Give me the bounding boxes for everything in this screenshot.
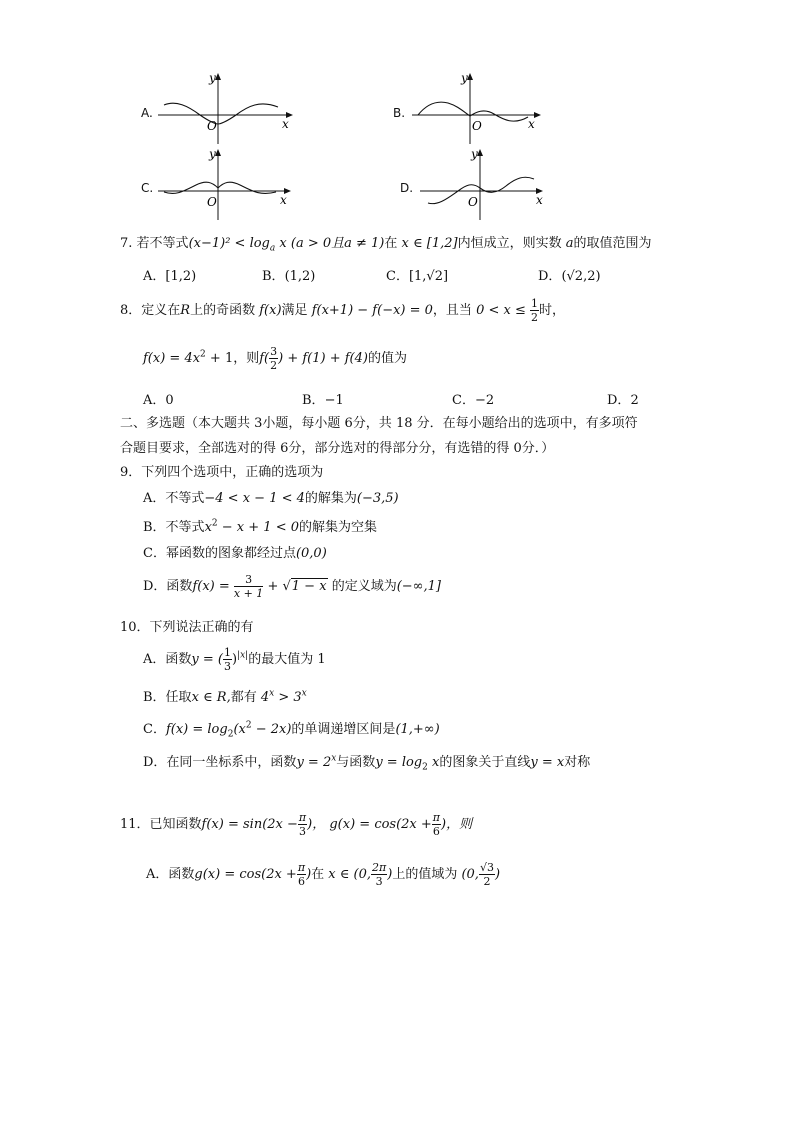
question-11-stem: 11．已知函数f(x) = sin(2x − $\frac{\pi}{3}$ )， g(x) = cos(2x + $\frac{\pi}{6}$ )，则 <box>120 811 473 838</box>
axis-y-label: y <box>461 72 468 85</box>
fraction-one-third: $\frac{1}{3}$ <box>223 646 231 673</box>
axis-x-label: x <box>528 117 535 131</box>
question-10-option-c[interactable]: C．$f(x) = \log_2(x^2 - 2x)$的单调递增区间是(1,+∞) <box>143 720 440 740</box>
question-10-option-a[interactable]: A．函数y = ( $\frac{1}{3}$ )$^{|x|}$的最大值为 1 <box>143 646 326 673</box>
axis-y-label: y <box>209 148 216 161</box>
axis-x-label: x <box>536 193 543 207</box>
question-10-stem: 10．下列说法正确的有 <box>120 620 254 635</box>
question-7-option-b[interactable]: B．(1,2) <box>262 269 316 284</box>
graph-option-c <box>158 148 293 223</box>
question-8-option-a[interactable]: A．0 <box>143 393 174 408</box>
origin-label: O <box>207 119 217 133</box>
axis-y-label: y <box>209 72 216 85</box>
graph-option-c-label: C. <box>141 181 154 195</box>
question-7-option-c[interactable]: C．[1,√2] <box>386 269 449 284</box>
graph-option-a <box>158 72 293 147</box>
graph-option-b <box>412 72 547 147</box>
question-7-stem: 7. 若不等式$(x-1)^2 < \log_a x$ (a > 0且a ≠ 1)在 x ∈ [1,2]内恒成立，则实数 a的取值范围为 <box>120 236 652 254</box>
section-2-heading-line-2: 合题目要求，全部选对的得 6分，部分选对的得部分分，有选错的得 0分．） <box>120 441 555 456</box>
fraction-pi-over-6: $\frac{\pi}{6}$ <box>432 811 441 838</box>
fraction-sqrt3-over-2: $\frac{√3}{2}$ <box>479 861 494 888</box>
question-8-stem: 8．定义在R上的奇函数 f(x)满足 f(x+1) − f(−x) = 0，且当 0 < x ≤ $\frac{1}{2}$ 时， <box>120 297 566 324</box>
question-7-option-d[interactable]: D．(√2,2) <box>538 269 601 284</box>
question-10-option-d[interactable]: D．在同一坐标系中，函数$y = 2^x$与函数$y = \log_2 x$的图象关于直线y = x对称 <box>143 753 591 773</box>
question-7-option-a[interactable]: A．[1,2) <box>143 269 197 284</box>
origin-label: O <box>472 119 482 133</box>
graph-option-d-label: D. <box>400 181 414 195</box>
axis-x-label: x <box>282 117 289 131</box>
axis-y-label: y <box>471 148 478 161</box>
fraction-pi-over-3: $\frac{\pi}{3}$ <box>298 811 307 838</box>
fraction-three-halves: $\frac{3}{2}$ <box>270 345 278 372</box>
question-8-line-2: $f(x) = 4x^2 + 1$，则f( $\frac{3}{2}$ ) + f(1) + f(4)的值为 <box>143 345 407 372</box>
graph-option-d <box>420 148 555 223</box>
fraction-pi-over-6: $\frac{\pi}{6}$ <box>297 861 306 888</box>
graph-option-b-label: B. <box>393 106 406 120</box>
fraction-one-half: $\frac{1}{2}$ <box>531 297 539 324</box>
axis-x-label: x <box>280 193 287 207</box>
fraction-three-over-x-plus-1: $\frac{3}{x + 1}$ <box>233 573 264 600</box>
question-8-option-b[interactable]: B．−1 <box>302 393 344 408</box>
question-9-option-c[interactable]: C．幂函数的图象都经过点(0,0) <box>143 546 327 561</box>
graph-option-a-label: A. <box>141 106 153 120</box>
origin-label: O <box>468 195 478 209</box>
question-9-option-a[interactable]: A．不等式−4 < x − 1 < 4的解集为(−3,5) <box>143 491 399 506</box>
question-9-option-b[interactable]: B．不等式$x^2 - x + 1 < 0$的解集为空集 <box>143 518 378 535</box>
fraction-2pi-over-3: $\frac{2\pi}{3}$ <box>372 861 387 888</box>
question-8-option-d[interactable]: D．2 <box>607 393 639 408</box>
question-8-option-c[interactable]: C．−2 <box>452 393 495 408</box>
question-11-option-a[interactable]: A．函数g(x) = cos(2x + $\frac{\pi}{6}$ )在 x ∈ (0, $\frac{2\pi}{3}$ )上的值域为 (0, $\frac{√3}{2}$ ) <box>146 861 501 888</box>
question-9-stem: 9．下列四个选项中，正确的选项为 <box>120 465 324 480</box>
question-10-option-b[interactable]: B．任取x ∈ R,都有 $4^x > 3^x$ <box>143 688 307 705</box>
origin-label: O <box>207 195 217 209</box>
question-9-option-d[interactable]: D．函数f(x) = $\frac{3}{x + 1}$ + √1 − x 的定义域为(−∞,1] <box>143 573 441 600</box>
section-2-heading-line-1: 二、多选题（本大题共 3小题，每小题 6分，共 18 分．在每小题给出的选项中，有多项符 <box>120 416 638 431</box>
